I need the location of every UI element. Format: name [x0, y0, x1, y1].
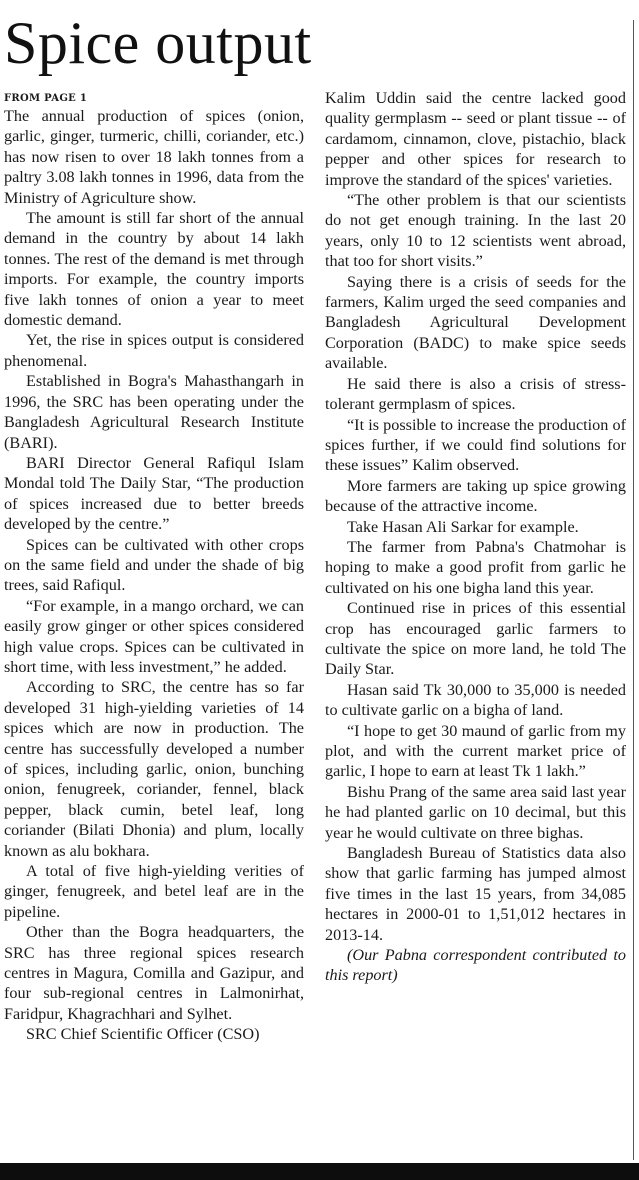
paragraph: Spices can be cultivated with other crops on the same field and under the shade of big trees, said Rafiqul.: [4, 535, 304, 595]
paragraph: A total of five high-yielding verities of ginger, fenugreek, and betel leaf are in the pipeline.: [4, 862, 304, 921]
paragraph: The farmer from Pabna's Chatmohar is hoping to make a good profit from garlic he cultivated on his one bigha land this year.: [325, 537, 626, 597]
correspondent-note: (Our Pabna correspondent contributed to this report): [325, 946, 626, 985]
paragraph: Other than the Bogra headquarters, the SRC has three regional spices research centres in Magura, Comilla and Gazipur, and four sub-regional centres in Lalmonirhat, Faridpur, Khagrachhari and Sylhet.: [4, 923, 304, 1023]
paragraph: Established in Bogra's Mahasthangarh in 1996, the SRC has been operating under the Bangladesh Agricultural Research Institute (BARI).: [4, 372, 304, 452]
paragraph: He said there is also a crisis of stress-tolerant germplasm of spices.: [325, 374, 626, 414]
paragraph: “I hope to get 30 maund of garlic from my plot, and with the current market price of garlic, I hope to earn at least Tk 1 lakh.”: [325, 721, 626, 781]
paragraph: Bishu Prang of the same area said last year he had planted garlic on 10 decimal, but this year he would cultivate on three bighas.: [325, 782, 626, 842]
paragraph: Bangladesh Bureau of Statistics data also show that garlic farming has jumped almost five times in the last 15 years, from 34,085 hectares in 2000-01 to 1,51,012 hectares in 2013-14.: [325, 844, 626, 944]
left-column: [4, 92, 304, 1045]
paragraph: Take Hasan Ali Sarkar for example.: [347, 517, 579, 536]
paragraph: The amount is still far short of the annual demand in the country by about 14 lakh tonnes. The rest of the demand is met through imports. For example, the country imports five lakh tonnes of onion a year to meet domestic demand.: [4, 209, 304, 330]
paragraph: “It is possible to increase the production of spices further, if we could find solutions for these issues” Kalim observed.: [325, 415, 626, 475]
paragraph: Continued rise in prices of this essential crop has encouraged garlic farmers to cultivate the spice on more land, he told The Daily Star.: [325, 599, 626, 679]
paragraph: Hasan said Tk 30,000 to 35,000 is needed to cultivate garlic on a bigha of land.: [325, 680, 626, 720]
paragraph: BARI Director General Rafiqul Islam Mondal told The Daily Star, “The production of spices increased due to better breeds developed by the centre.”: [4, 453, 304, 534]
paragraph: “The other problem is that our scientists do not get enough training. In the last 20 years, only 10 to 12 scientists went abroad, that too for short visits.”: [325, 191, 626, 271]
paragraph: Kalim Uddin said the centre lacked good quality germplasm -- seed or plant tissue -- of cardamom, cinnamon, clove, pistachio, black pepper and other spices for research to improve the standard of the spices' varieties.: [325, 89, 626, 189]
paragraph: Saying there is a crisis of seeds for the farmers, Kalim urged the seed companies and Bangladesh Agricultural Development Corporation (BADC) to make spice seeds available.: [325, 272, 626, 373]
paragraph: Yet, the rise in spices output is considered phenomenal.: [4, 331, 304, 370]
paragraph: The annual production of spices (onion, garlic, ginger, turmeric, chilli, coriander, etc.) has now risen to over 18 lakh tonnes from a paltry 3.08 lakh tonnes in 1996, data from the Ministry of Agriculture show.: [4, 107, 304, 207]
paragraph: More farmers are taking up spice growing because of the attractive income.: [325, 476, 626, 516]
bottom-border: [0, 1163, 639, 1180]
paragraph: “For example, in a mango orchard, we can easily grow ginger or other spices considered high value crops. Spices can be cultivated in short time, with less investment,” he added.: [4, 596, 304, 676]
headline: Spice output: [4, 10, 312, 76]
paragraph: According to SRC, the centre has so far developed 31 high-yielding varieties of 14 spices which are now in production. The centre has successfully developed a number of spices, including garlic, onion, bunching onion, fenugreek, coriander, fennel, black pepper, black cumin, betel leaf, long coriander (Bilati Dhonia) and plum, locally known as alu bokhara.: [4, 678, 304, 860]
paragraph: SRC Chief Scientific Officer (CSO): [26, 1025, 260, 1044]
dateline: FROM PAGE 1: [4, 93, 88, 104]
right-column: [325, 88, 626, 986]
column-rule: [633, 20, 634, 1160]
